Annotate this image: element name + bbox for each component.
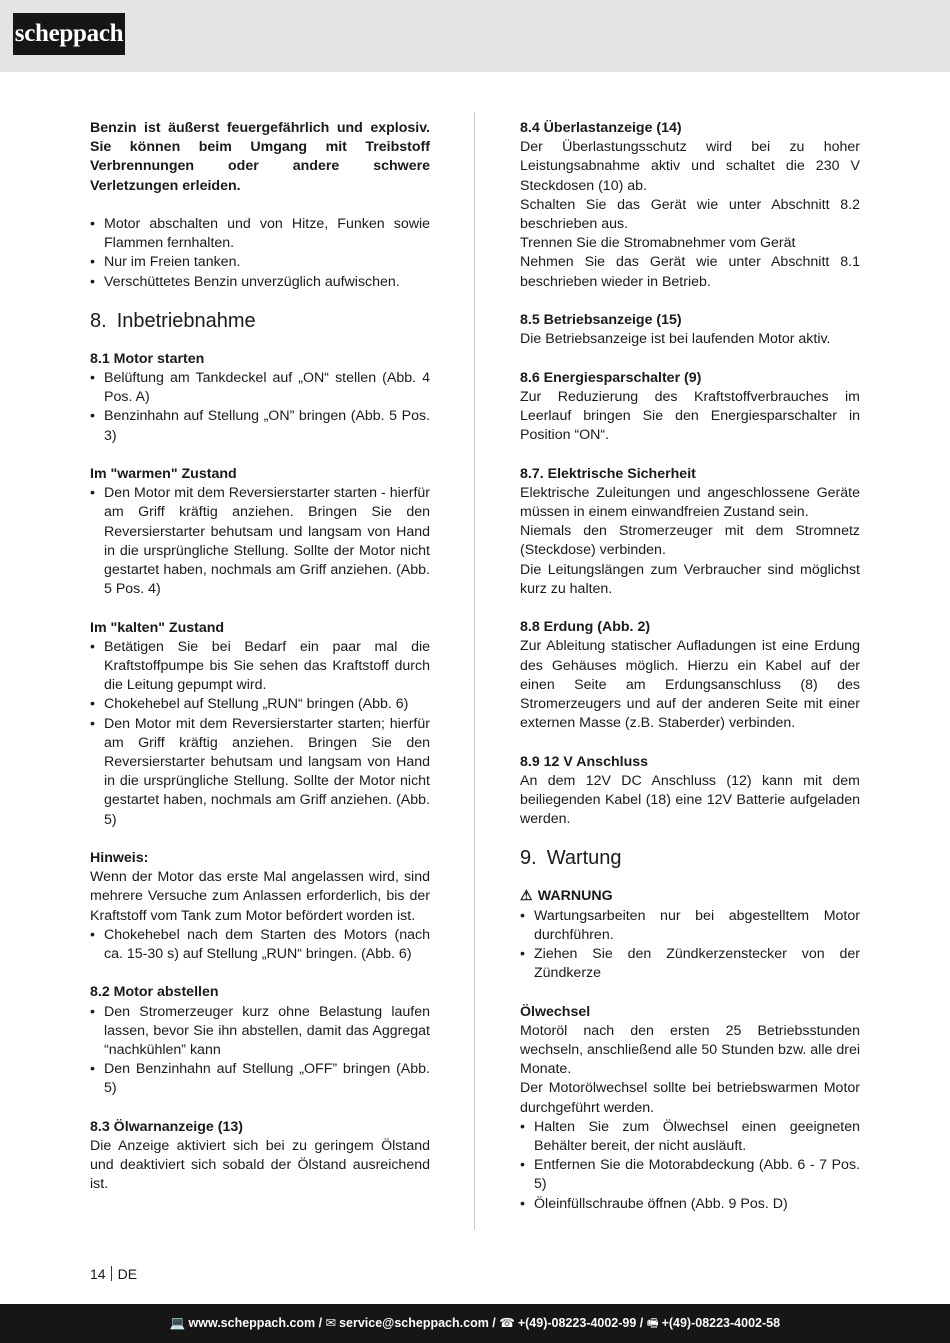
fax-icon: 🖷 bbox=[646, 1316, 659, 1330]
phone-icon: ☎ bbox=[499, 1316, 515, 1330]
oil-change-heading: Ölwechsel bbox=[520, 1003, 591, 1020]
section-8-heading: 8. Inbetriebnahme bbox=[90, 309, 256, 332]
section-8-5-heading: 8.5 Betriebsanzeige (15) bbox=[520, 312, 682, 329]
computer-icon: 💻 bbox=[169, 1316, 186, 1330]
paragraph: Schalten Sie das Gerät wie unter Abschnitt 8.2 beschrieben aus. bbox=[520, 196, 860, 233]
paragraph: Motoröl nach den ersten 25 Betriebsstunden wechseln, anschließend alle 50 Stunden bzw. alle drei Monate. bbox=[520, 1022, 860, 1078]
section-9-heading: 9. Wartung bbox=[520, 847, 622, 870]
footer-email-link[interactable]: service@scheppach.com bbox=[339, 1316, 489, 1330]
section-8-1-list bbox=[90, 369, 430, 446]
note-heading: Hinweis: bbox=[90, 850, 149, 867]
safety-list bbox=[90, 215, 430, 292]
list-item: • Ziehen Sie den Zündkerzenstecker von der Zündkerze bbox=[520, 945, 860, 983]
warm-state-list bbox=[90, 484, 430, 599]
section-8-3-heading: 8.3 Ölwarnanzeige (13) bbox=[90, 1118, 243, 1135]
paragraph: Elektrische Zuleitungen und angeschlossene Geräte müssen in einem einwandfreien Zustand sein. bbox=[520, 484, 860, 521]
paragraph: Der Motorölwechsel sollte bei betriebswarmen Motor durchgeführt werden. bbox=[520, 1080, 860, 1116]
page-number: 14 DE bbox=[90, 1266, 138, 1282]
section-8-2-list bbox=[90, 1003, 430, 1099]
list-item: • Halten Sie zum Ölwechsel einen geeigneten Behälter bereit, der nicht ausläuft. bbox=[520, 1118, 860, 1156]
list-item: • Nur im Freien tanken. bbox=[90, 253, 430, 272]
oil-change-list bbox=[520, 1118, 860, 1214]
section-8-2-heading: 8.2 Motor abstellen bbox=[90, 984, 219, 1001]
paragraph: Die Betriebsanzeige ist bei laufenden Motor aktiv. bbox=[520, 331, 831, 348]
list-item: • Chokehebel nach dem Starten des Motors (nach ca. 15-30 s) auf Stellung „RUN“ bringen. (Abb. 6) bbox=[90, 926, 430, 964]
warm-state-heading: Im "warmen" Zustand bbox=[90, 466, 237, 483]
list-item: • Wartungsarbeiten nur bei abgestelltem Motor durchführen. bbox=[520, 907, 860, 945]
list-item: • Motor abschalten und von Hitze, Funken sowie Flammen fernhalten. bbox=[90, 215, 430, 253]
list-item: • Den Stromerzeuger kurz ohne Belastung laufen lassen, bevor Sie ihn abstellen, damit das Aggregat “nachkühlen” kann bbox=[90, 1003, 430, 1061]
footer-fax: +(49)-08223-4002-58 bbox=[661, 1316, 781, 1330]
column-divider bbox=[474, 112, 475, 1230]
note-list bbox=[90, 926, 430, 964]
paragraph: Zur Reduzierung des Kraftstoffverbrauches im Leerlauf bringen Sie den Energiesparschalter in Position “ON“. bbox=[520, 388, 860, 444]
section-8-7-heading: 8.7. Elektrische Sicherheit bbox=[520, 465, 696, 482]
paragraph: Nehmen Sie das Gerät wie unter Abschnitt 8.1 beschrieben wieder in Betrieb. bbox=[520, 254, 860, 290]
fuel-warning: Benzin ist äußerst feuergefährlich und explosiv. Sie können beim Umgang mit Treibstoff Verbrennungen oder andere schwere Verletzungen erleiden. bbox=[90, 120, 430, 194]
cold-state-heading: Im "kalten" Zustand bbox=[90, 619, 225, 636]
paragraph: Zur Ableitung statischer Aufladungen ist eine Erdung des Gehäuses möglich. Hierzu ein Kabel auf der einen Seite am Erdungsanschluss (8) des Stromerzeugers und auf der anderen Seite mit einer externen Masse (z.B. Staberder) verbinden. bbox=[520, 638, 860, 732]
warning-triangle-icon: ⚠ bbox=[520, 888, 533, 905]
section-8-3-text: Die Anzeige aktiviert sich bei zu geringem Ölstand und deaktiviert sich sobald der Ölstand ausreichend ist. bbox=[90, 1138, 430, 1193]
warning-list bbox=[520, 907, 860, 984]
paragraph: Niemals den Stromerzeuger mit dem Stromnetz (Steckdose) verbinden. bbox=[520, 523, 860, 559]
list-item: • Entfernen Sie die Motorabdeckung (Abb. 6 - 7 Pos. 5) bbox=[520, 1156, 860, 1194]
list-item: • Chokehebel auf Stellung „RUN“ bringen (Abb. 6) bbox=[90, 695, 430, 714]
footer-phone: +(49)-08223-4002-99 bbox=[517, 1316, 637, 1330]
note-text: Wenn der Motor das erste Mal angelassen wird, sind mehrere Versuche zum Anlassen erforderlich, bis der Kraftstoff vom Tank zum Motor befördert worden ist. bbox=[90, 869, 430, 924]
section-8-4-heading: 8.4 Überlastanzeige (14) bbox=[520, 120, 682, 136]
page-header bbox=[0, 0, 950, 72]
warning-heading: ⚠ WARNUNG bbox=[520, 888, 613, 905]
section-8-8-heading: 8.8 Erdung (Abb. 2) bbox=[520, 619, 651, 636]
footer-website-link[interactable]: www.scheppach.com bbox=[188, 1316, 316, 1330]
paragraph: Der Überlastungsschutz wird bei zu hoher Leistungsabnahme aktiv und schaltet die 230 V Steckdosen (10) ab. bbox=[520, 139, 860, 194]
list-item: • Den Benzinhahn auf Stellung „OFF” bringen (Abb. 5) bbox=[90, 1060, 430, 1098]
list-item: • Den Motor mit dem Reversierstarter starten - hierfür am Griff kräftig anziehen. Bringen Sie den Reversierstarter behutsam und langsam von Hand in die ursprüngliche Stellung. Sollte der Motor nicht gestartet haben, nochmals am Griff anziehen. (Abb. 5 Pos. 4) bbox=[90, 484, 430, 599]
left-column bbox=[90, 119, 430, 1195]
section-8-9-heading: 8.9 12 V Anschluss bbox=[520, 753, 649, 770]
section-8-6-heading: 8.6 Energiesparschalter (9) bbox=[520, 369, 702, 386]
list-item: • Verschüttetes Benzin unverzüglich aufwischen. bbox=[90, 273, 430, 292]
list-item: • Betätigen Sie bei Bedarf ein paar mal die Kraftstoffpumpe bis Sie sehen das Kraftstoff durch die Leitung gepumpt wird. bbox=[90, 638, 430, 696]
list-item: • Den Motor mit dem Reversierstarter starten; hierfür am Griff kräftig anziehen. Bringen Sie den Reversierstarter behutsam und langsam von Hand in die ursprüngliche Stellung. Sollte der Motor nicht gestartet haben, nochmals am Griff anziehen. (Abb. 5) bbox=[90, 715, 430, 830]
right-column bbox=[520, 119, 860, 1214]
list-item: • Benzinhahn auf Stellung „ON” bringen (Abb. 5 Pos. 3) bbox=[90, 407, 430, 445]
scheppach-logo: scheppach bbox=[13, 13, 125, 55]
section-8-1-heading: 8.1 Motor starten bbox=[90, 350, 205, 367]
paragraph: Die Leitungslängen zum Verbraucher sind möglichst kurz zu halten. bbox=[520, 561, 860, 597]
list-item: • Öleinfüllschraube öffnen (Abb. 9 Pos. D) bbox=[520, 1195, 860, 1214]
paragraph: An dem 12V DC Anschluss (12) kann mit dem beiliegenden Kabel (18) eine 12V Batterie aufgeladen werden. bbox=[520, 772, 860, 828]
paragraph: Trennen Sie die Stromabnehmer vom Gerät bbox=[520, 235, 796, 252]
list-item: • Belüftung am Tankdeckel auf „ON“ stellen (Abb. 4 Pos. A) bbox=[90, 369, 430, 407]
mail-icon: ✉ bbox=[325, 1316, 337, 1330]
page-footer: 💻 www.scheppach.com / ✉ service@scheppach.com / ☎ +(49)-08223-4002-99 / 🖷 +(49)-08223-4002-58 bbox=[0, 1304, 950, 1343]
cold-state-list bbox=[90, 638, 430, 830]
